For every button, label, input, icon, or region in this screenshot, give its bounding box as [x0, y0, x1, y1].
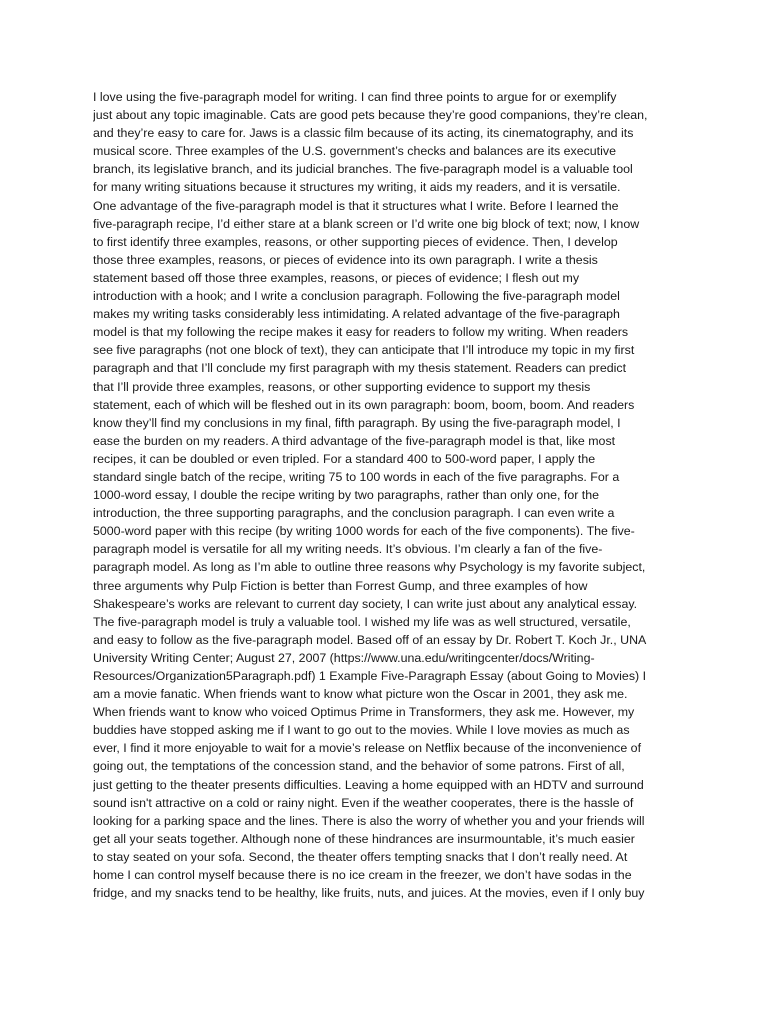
text-line: Resources/Organization5Paragraph.pdf) 1 Example Five-Paragraph Essay (about Going to Movies) I — [93, 669, 647, 683]
text-line: for many writing situations because it structures my writing, it aids my readers, and it is versatile. — [93, 180, 621, 195]
text-line: those three examples, reasons, or pieces of evidence into its own paragraph. I write a thesis — [93, 252, 598, 267]
text-line: The five-paragraph model is truly a valuable tool. I wished my life was as well structured, versatile, — [93, 614, 631, 629]
text-line: I love using the five-paragraph model for writing. I can find three points to argue for or exemplify — [93, 90, 617, 104]
text-line: recipes, it can be doubled or even tripled. For a standard 400 to 500-word paper, I apply the — [93, 451, 596, 466]
text-line: looking for a parking space and the lines. There is also the worry of whether you and your friends will — [93, 813, 645, 828]
text-line: that I’ll provide three examples, reasons, or other supporting evidence to support my thesis — [93, 379, 591, 394]
text-line: paragraph and that I’ll conclude my first paragraph with my thesis statement. Readers can predict — [93, 361, 627, 376]
text-line: am a movie fanatic. When friends want to know what picture won the Oscar in 2001, they ask me. — [93, 687, 628, 702]
essay-text-block — [93, 88, 693, 902]
text-line: know they’ll find my conclusions in my final, fifth paragraph. By using the five-paragraph model, I — [93, 415, 621, 430]
text-line: three arguments why Pulp Fiction is better than Forrest Gump, and three examples of how — [93, 578, 588, 593]
text-line: to first identify three examples, reasons, or other supporting pieces of evidence. Then, I develop — [93, 234, 618, 249]
text-line: sound isn't attractive on a cold or rainy night. Even if the weather cooperates, there is the hassle of — [93, 795, 634, 810]
text-line: introduction with a hook; and I write a conclusion paragraph. Following the five-paragraph model — [93, 289, 620, 304]
text-line: University Writing Center; August 27, 2007 (https://www.una.edu/writingcenter/docs/Writing- — [93, 650, 595, 665]
text-line: buddies have stopped asking me if I want to go out to the movies. While I love movies as much as — [93, 723, 630, 738]
text-line: branch, its legislative branch, and its judicial branches. The five-paragraph model is a valuable tool — [93, 162, 633, 177]
text-line: When friends want to know who voiced Optimus Prime in Transformers, they ask me. However, my — [93, 705, 635, 720]
text-line: get all your seats together. Although none of these hindrances are insurmountable, it’s much easier — [93, 831, 635, 846]
text-line: fridge, and my snacks tend to be healthy, like fruits, nuts, and juices. At the movies, even if I only buy — [93, 886, 645, 901]
text-line: paragraph model is versatile for all my writing needs. It’s obvious. I’m clearly a fan of the five- — [93, 542, 603, 557]
text-line: five-paragraph recipe, I’d either stare at a blank screen or I’d write one big block of text; now, I know — [93, 216, 640, 231]
text-line: see five paragraphs (not one block of text), they can anticipate that I’ll introduce my topic in my first — [93, 343, 635, 358]
text-line: just about any topic imaginable. Cats are good pets because they’re good companions, they’re clean, — [93, 108, 648, 123]
text-line: Shakespeare’s works are relevant to current day society, I can write just about any analytical essay. — [93, 596, 638, 611]
text-line: ever, I find it more enjoyable to wait for a movie’s release on Netflix because of the inconvenience of — [93, 741, 642, 756]
text-line: 1000-word essay, I double the recipe writing by two paragraphs, rather than only one, for the — [93, 488, 600, 503]
text-line: going out, the temptations of the concession stand, and the behavior of some patrons. First of all, — [93, 759, 625, 774]
text-line: model is that my following the recipe makes it easy for readers to follow my writing. When readers — [93, 325, 629, 340]
text-line: ease the burden on my readers. A third advantage of the five-paragraph model is that, like most — [93, 433, 616, 448]
text-line: statement, each of which will be fleshed out in its own paragraph: boom, boom, boom. And readers — [93, 397, 635, 412]
text-line: just getting to the theater presents difficulties. Leaving a home equipped with an HDTV and surround — [93, 777, 644, 792]
text-line: to stay seated on your sofa. Second, the theater offers tempting snacks that I don’t really need. At — [93, 849, 628, 864]
text-line: and they’re easy to care for. Jaws is a classic film because of its acting, its cinematography, and its — [93, 126, 634, 141]
text-line: One advantage of the five-paragraph model is that it structures what I write. Before I learned the — [93, 198, 619, 213]
text-line: home I can control myself because there is no ice cream in the freezer, we don’t have sodas in the — [93, 868, 632, 883]
text-line: introduction, the three supporting paragraphs, and the conclusion paragraph. I can even write a — [93, 506, 615, 521]
text-line: and easy to follow as the five-paragraph model. Based off of an essay by Dr. Robert T. Koch Jr., UNA — [93, 632, 647, 647]
text-line: statement based off those three examples, reasons, or pieces of evidence; I flesh out my — [93, 270, 580, 285]
text-line: musical score. Three examples of the U.S. government’s checks and balances are its executive — [93, 144, 616, 159]
text-line: makes my writing tasks considerably less intimidating. A related advantage of the five-paragraph — [93, 307, 620, 322]
text-line: paragraph model. As long as I’m able to outline three reasons why Psychology is my favorite subject, — [93, 560, 646, 575]
text-line: standard single batch of the recipe, writing 75 to 100 words in each of the five paragraphs. For a — [93, 469, 620, 484]
text-line: 5000-word paper with this recipe (by writing 1000 words for each of the five components). The five- — [93, 524, 635, 539]
